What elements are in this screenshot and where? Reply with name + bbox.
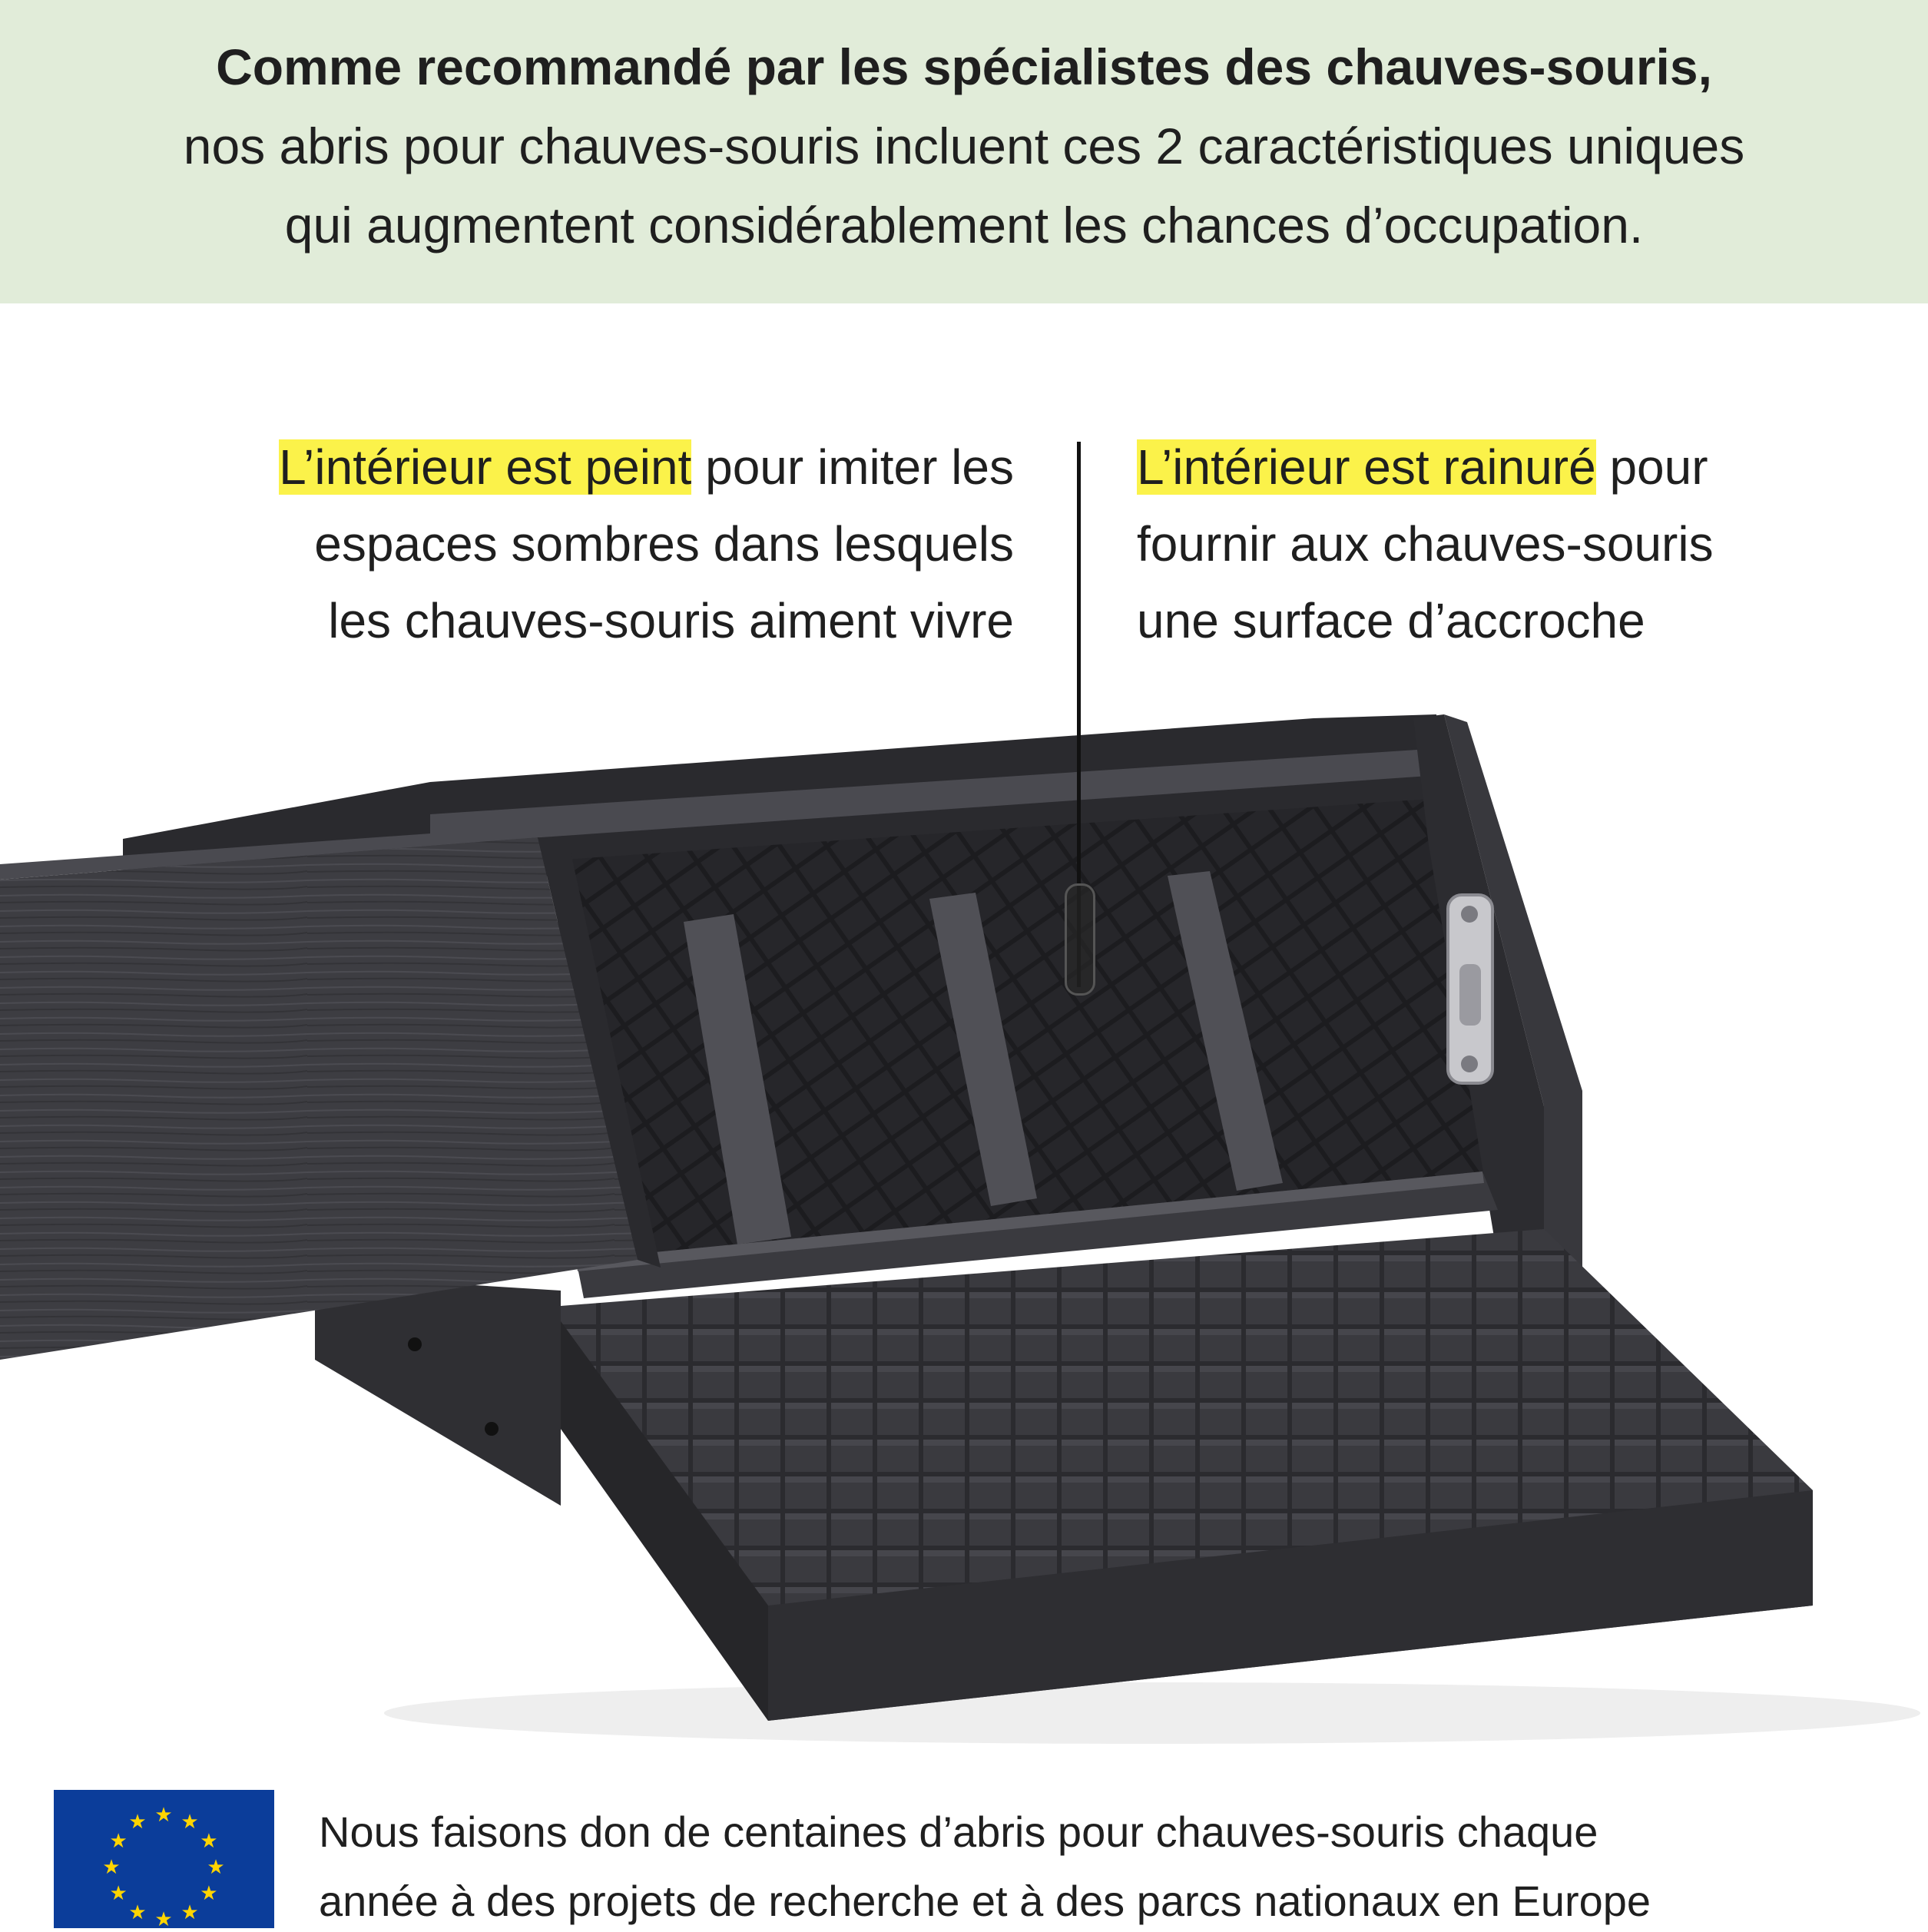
right-callout-line-1-text: pour	[1595, 439, 1708, 495]
banner-subline-1: nos abris pour chauves-souris incluent ces 2 caractéristiques uniques	[183, 118, 1745, 174]
star-icon: ★	[109, 1829, 128, 1852]
footer-line-1: Nous faisons don de centaines d’abris pour chauves-souris chaque	[319, 1808, 1598, 1856]
left-callout-line-1	[279, 429, 1014, 505]
right-callout-line-1	[1137, 429, 1708, 505]
banner-subline-2: qui augmentent considérablement les chances d’occupation.	[284, 197, 1644, 254]
star-icon: ★	[181, 1810, 199, 1834]
eu-stars	[54, 1790, 274, 1928]
star-icon: ★	[181, 1900, 199, 1924]
eu-flag-icon	[54, 1790, 274, 1928]
star-icon: ★	[128, 1900, 147, 1924]
footer-line-2: année à des projets de recherche et à des parcs nationaux en Europe	[319, 1877, 1651, 1925]
callout-pointer-marker	[1065, 883, 1095, 996]
star-icon: ★	[154, 1907, 173, 1928]
left-callout-highlight: L’intérieur est peint	[279, 439, 692, 495]
star-icon: ★	[109, 1881, 128, 1904]
header-banner	[0, 0, 1928, 303]
star-icon: ★	[154, 1803, 173, 1826]
star-icon: ★	[200, 1881, 218, 1904]
left-callout-line-3: les chauves-souris aiment vivre	[328, 593, 1014, 648]
right-callout-highlight: L’intérieur est rainuré	[1137, 439, 1596, 495]
bat-box-product-image	[0, 691, 1928, 1751]
star-icon: ★	[207, 1855, 225, 1878]
left-callout-line-2: espaces sombres dans lesquels	[314, 516, 1014, 572]
left-callout-line-1-text: pour imiter les	[691, 439, 1014, 495]
star-icon: ★	[200, 1829, 218, 1852]
right-callout-line-2: fournir aux chauves-souris	[1137, 516, 1714, 572]
right-callout-line-3: une surface d’accroche	[1137, 593, 1645, 648]
banner-headline: Comme recommandé par les spécialistes des chauves-souris,	[216, 38, 1712, 95]
star-icon: ★	[128, 1810, 147, 1834]
star-icon: ★	[102, 1855, 121, 1878]
